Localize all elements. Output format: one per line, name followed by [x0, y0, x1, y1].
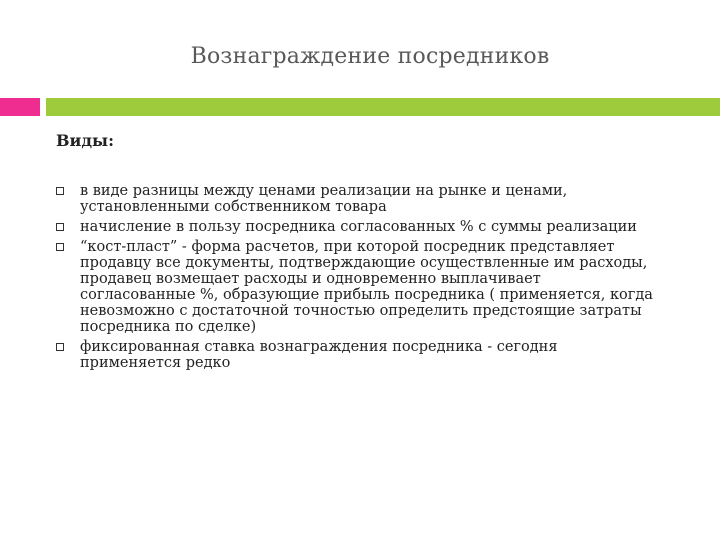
- square-bullet-icon: [56, 187, 64, 195]
- slide-title: Вознаграждение посредников: [190, 44, 550, 69]
- list-item: [56, 219, 656, 235]
- list-item-text: в виде разницы между ценами реализации на рынке и ценами, установленными собственником товара: [80, 183, 568, 215]
- list-item-text: начисление в пользу посредника согласованных % с суммы реализации: [80, 219, 637, 235]
- list-item: [56, 239, 656, 335]
- list-item-text: “кост-пласт” - форма расчетов, при которой посредник представляет продавцу все документы, подтверждающие осуществленные им расходы, продавец возмещает расходы и одновременно выплачивает согласованные %, образующие прибыль посредника ( применяется, когда невозможно с достаточной точностью определить предстоящие затраты посредника по сделке): [80, 239, 653, 335]
- accent-bar-pink: [0, 98, 40, 116]
- square-bullet-icon: [56, 343, 64, 351]
- list-item: [56, 183, 656, 215]
- section-heading: Виды:: [56, 131, 114, 150]
- square-bullet-icon: [56, 223, 64, 231]
- square-bullet-icon: [56, 243, 64, 251]
- bullet-list: [56, 183, 656, 375]
- accent-bar-green: [46, 98, 720, 116]
- list-item-text: фиксированная ставка вознаграждения посредника - сегодня применяется редко: [80, 339, 558, 371]
- list-item: [56, 339, 656, 371]
